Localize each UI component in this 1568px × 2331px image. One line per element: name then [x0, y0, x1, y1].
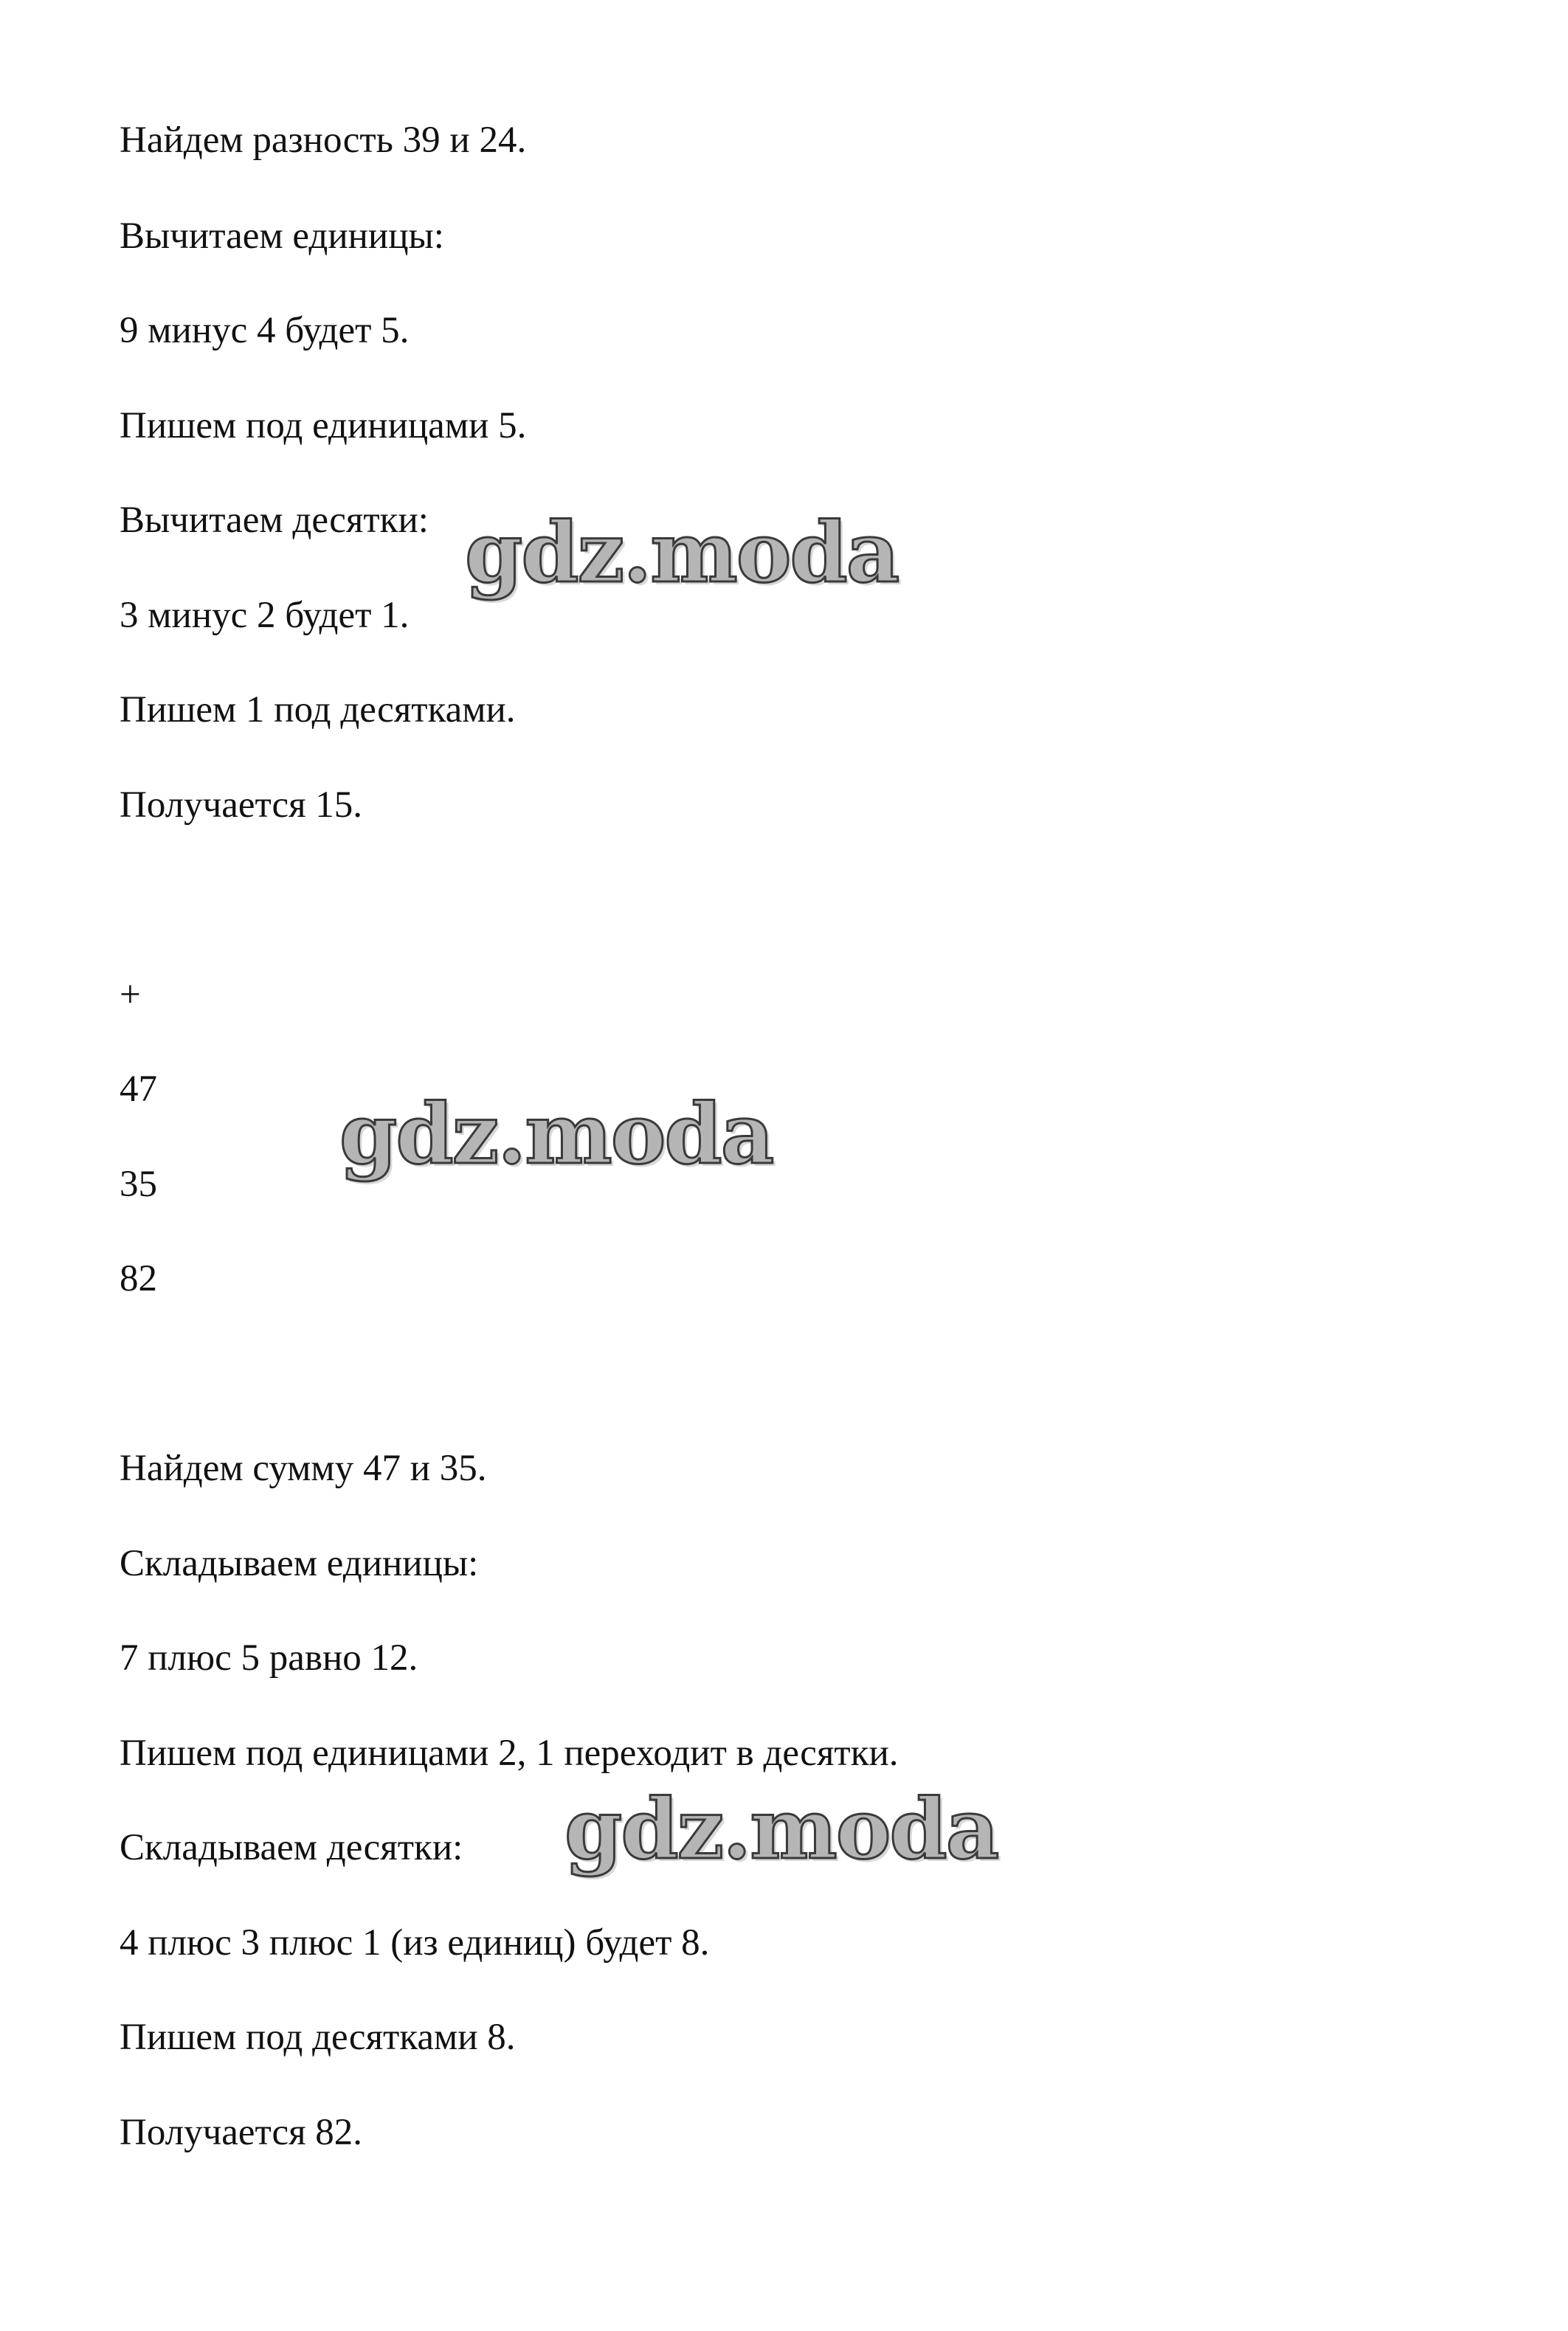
text-line: Вычитаем десятки:	[120, 500, 429, 541]
text-line: 7 плюс 5 равно 12.	[120, 1637, 418, 1679]
text-line: 3 минус 2 будет 1.	[120, 595, 410, 636]
text-line: Получается 82.	[120, 2112, 363, 2153]
text-line: Пишем под десятками 8.	[120, 2017, 516, 2058]
text-line: Найдем сумму 47 и 35.	[120, 1448, 487, 1489]
text-line: 9 минус 4 будет 5.	[120, 310, 410, 351]
operator-sign: +	[120, 974, 141, 1015]
text-line: Вычитаем единицы:	[120, 215, 444, 257]
addend-first: 47	[120, 1068, 157, 1110]
addition-result: 82	[120, 1258, 157, 1299]
text-line: Складываем десятки:	[120, 1827, 463, 1868]
text-line: Пишем 1 под десятками.	[120, 689, 516, 731]
watermark: gdz.moda	[564, 1781, 998, 1878]
text-line: Найдем разность 39 и 24.	[120, 120, 527, 161]
addend-second: 35	[120, 1164, 157, 1205]
text-line: Пишем под единицами 2, 1 переходит в десятки.	[120, 1733, 899, 1774]
text-line: Получается 15.	[120, 784, 363, 826]
text-line: Пишем под единицами 5.	[120, 405, 527, 446]
watermark: gdz.moda	[465, 505, 899, 601]
watermark: gdz.moda	[339, 1086, 773, 1183]
text-line: 4 плюс 3 плюс 1 (из единиц) будет 8.	[120, 1922, 710, 1964]
text-line: Складываем единицы:	[120, 1543, 479, 1584]
